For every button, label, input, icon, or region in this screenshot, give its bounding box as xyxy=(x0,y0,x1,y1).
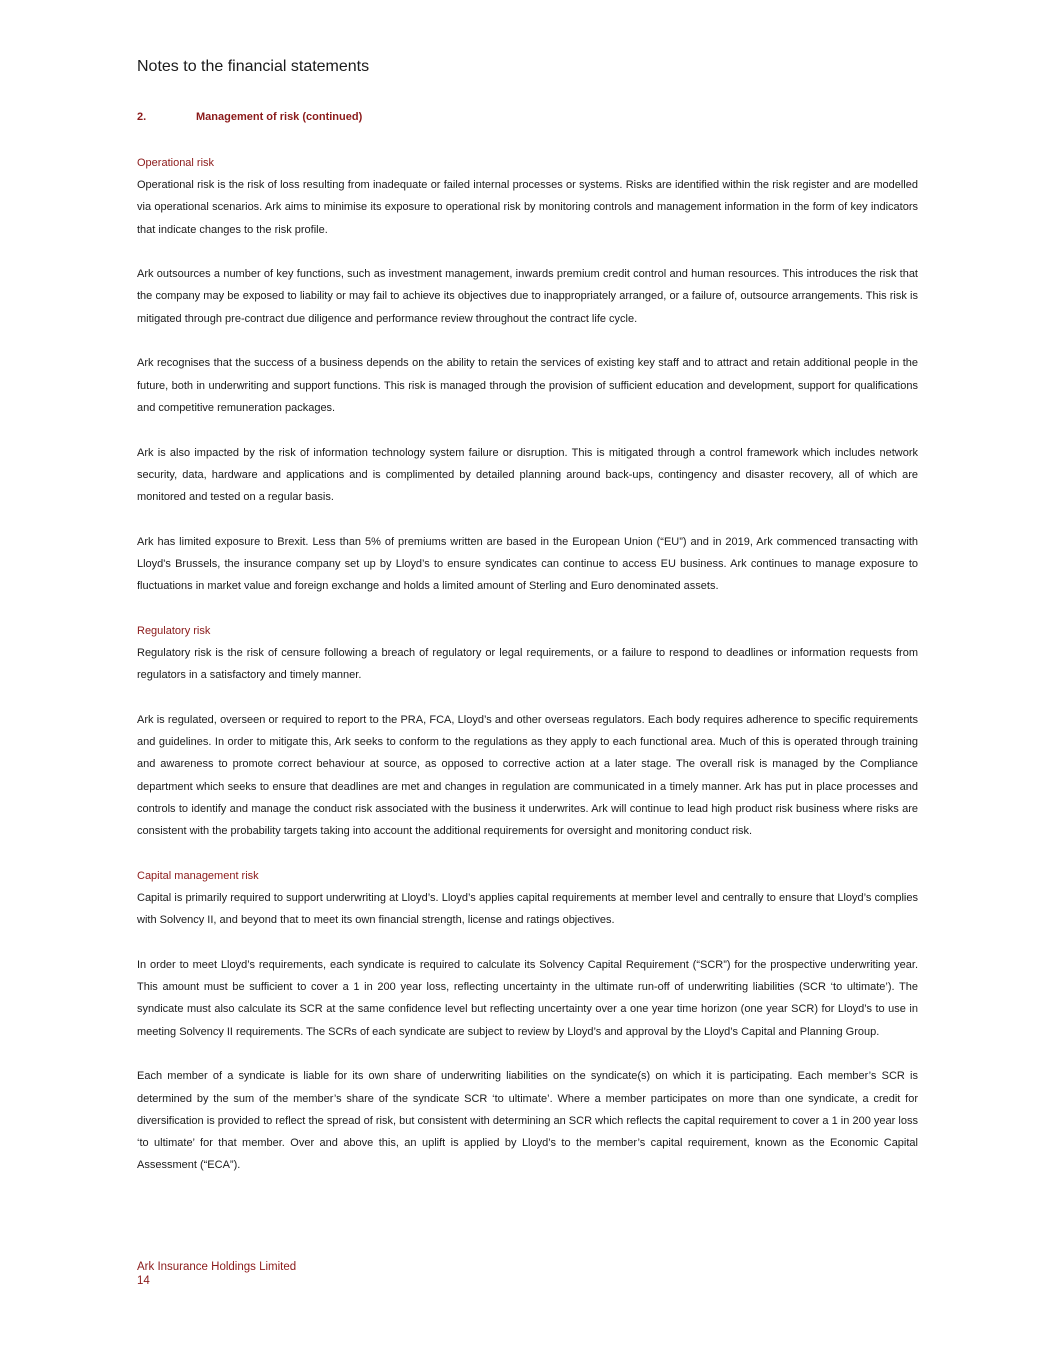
subsection-heading-regulatory-risk: Regulatory risk xyxy=(137,624,211,637)
paragraph: Capital is primarily required to support underwriting at Lloyd’s. Lloyd’s applies capital requirements at member level and centrally to ensure that Lloyd’s complies with Solvency II, and beyond that to meet its own financial strength, license and ratings objectives. xyxy=(137,891,918,927)
paragraph: Ark is regulated, overseen or required to report to the PRA, FCA, Lloyd’s and other overseas regulators. Each body requires adherence to specific requirements and guidelines. In order to mitigate this, Ark seeks to conform to the regulations as they apply to each functional area. Much of this is operated through training and awareness to promote correct behaviour at source, as opposed to corrective action at a later stage. The overall risk is managed by the Compliance department which seeks to ensure that deadlines are met and changes in regulation are communicated in a timely manner. Ark has put in place processes and controls to identify and manage the conduct risk associated with the business it underwrites. Ark will continue to lead high product risk business where risks are consistent with the probability targets taking into account the additional requirements for oversight and monitoring conduct risk. xyxy=(137,713,918,838)
footer-company: Ark Insurance Holdings Limited xyxy=(137,1261,297,1273)
paragraph: Ark has limited exposure to Brexit. Less than 5% of premiums written are based in the European Union (“EU”) and in 2019, Ark commenced transacting with Lloyd's Brussels, the insurance company set up by Lloyd’s to ensure syndicates can continue to access EU business. Ark continues to manage exposure to fluctuations in market value and foreign exchange and holds a limited amount of Sterling and Euro denominated assets. xyxy=(137,535,918,593)
section-heading xyxy=(137,111,362,123)
paragraph: In order to meet Lloyd’s requirements, each syndicate is required to calculate its Solvency Capital Requirement (“SCR”) for the prospective underwriting year. This amount must be sufficient to cover a 1 in 200 year loss, reflecting uncertainty in the ultimate run-off of underwriting liabilities (SCR ‘to ultimate’). The syndicate must also calculate its SCR at the same confidence level but reflecting uncertainty over a one year time horizon (one year SCR) for Lloyd’s to use in meeting Solvency II requirements. The SCRs of each syndicate are subject to review by Lloyd’s and approval by the Lloyd’s Capital and Planning Group. xyxy=(137,958,918,1038)
document-body xyxy=(137,152,918,1199)
footer-page-number: 14 xyxy=(137,1275,150,1287)
section-title: Management of risk (continued) xyxy=(196,111,363,123)
page-title: Notes to the financial statements xyxy=(137,58,370,75)
page-footer xyxy=(137,1260,296,1288)
subsection-heading-operational-risk: Operational risk xyxy=(137,157,215,169)
paragraph: Operational risk is the risk of loss resulting from inadequate or failed internal processes or systems. Risks are identified within the risk register and are modelled via operational scenarios. Ark aims to minimise its exposure to operational risk by monitoring controls and management information in the form of key indicators that indicate changes to the risk profile. xyxy=(137,179,918,236)
paragraph: Ark outsources a number of key functions, such as investment management, inwards premium credit control and human resources. This introduces the risk that the company may be exposed to liability or may fail to achieve its objectives due to inappropriately arranged, or a failure of, outsource arrangements. This risk is mitigated through pre-contract due diligence and performance review throughout the contract life cycle. xyxy=(137,268,918,325)
paragraph: Ark is also impacted by the risk of information technology system failure or disruption. This is mitigated through a control framework which includes network security, data, hardware and applications and is complimented by detailed planning around back-ups, contingency and disaster recovery, all of which are monitored and tested on a regular basis. xyxy=(137,446,918,504)
section-number: 2. xyxy=(137,111,147,123)
paragraph: Each member of a syndicate is liable for its own share of underwriting liabilities on the syndicate(s) on which it is participating. Each member’s SCR is determined by the sum of the member’s share of the syndicate SCR ‘to ultimate’. Where a member participates on more than one syndicate, a credit for diversification is provided to reflect the spread of risk, but consistent with determining an SCR which reflects the capital requirement to cover a 1 in 200 year loss ‘to ultimate’ for that member. Over and above this, an uplift is applied by Lloyd’s to the member’s capital requirement, known as the Economic Capital Assessment (“ECA”). xyxy=(137,1070,918,1172)
paragraph: Regulatory risk is the risk of censure following a breach of regulatory or legal requirements, or a failure to respond to deadlines or information requests from regulators in a satisfactory and timely manner. xyxy=(137,646,918,682)
paragraph: Ark recognises that the success of a business depends on the ability to retain the services of existing key staff and to attract and retain additional people in the future, both in underwriting and support functions. This risk is managed through the provision of sufficient education and development, support for qualifications and competitive remuneration packages. xyxy=(137,357,918,414)
subsection-heading-capital-management-risk: Capital management risk xyxy=(137,869,259,882)
